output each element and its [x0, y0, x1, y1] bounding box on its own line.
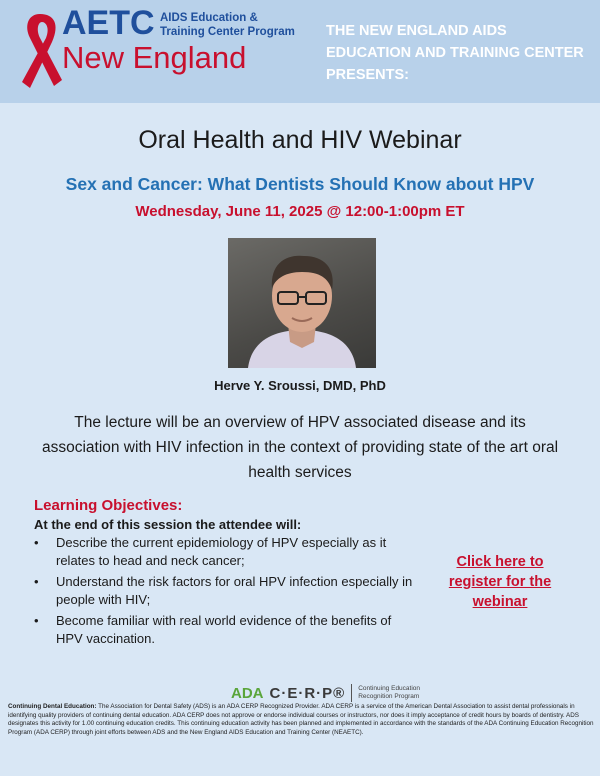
- objective-text: Describe the current epidemiology of HPV especially as it relates to head and neck cancer;: [56, 535, 387, 568]
- footer-label: Continuing Dental Education:: [8, 703, 97, 710]
- page-title: Oral Health and HIV Webinar: [138, 126, 462, 154]
- objectives-heading: Learning Objectives:: [34, 497, 183, 514]
- lecture-description: The lecture will be an overview of HPV associated disease and its association with HIV infection in the context of providing state of the art oral health services: [41, 414, 559, 481]
- header-banner: [0, 0, 600, 103]
- objective-text: Become familiar with real world evidence of the benefits of HPV vaccination.: [56, 613, 392, 646]
- event-subtitle: Sex and Cancer: What Dentists Should Know about HPV: [65, 174, 535, 194]
- cerp-divider: [351, 684, 352, 702]
- logo-new-england: New England: [62, 40, 247, 75]
- logo-aetc: AETC: [62, 4, 155, 42]
- objectives-intro: At the end of this session the attendee will:: [34, 517, 302, 532]
- speaker-portrait-icon: [228, 238, 376, 368]
- cerp-ada-text: ADA: [231, 684, 264, 702]
- logo-aids-line2: Training Center Program: [160, 26, 295, 38]
- objective-text: Understand the risk factors for oral HPV infection especially in people with HIV;: [56, 574, 413, 607]
- red-ribbon-icon: [10, 8, 68, 88]
- footer-text: The Association for Dental Safety (ADS) is an ADA CERP Recognized Provider. ADA CERP is a service of the American Dental Association to assist dental professionals in identifying quality providers of continuing dental education. ADA CERP does not approve or endorse individual courses or instructors, nor does it imply acceptance of credit hours by boards of dentistry. ADS designates this activity for 1.00 continuing education credits. This continuing education activity has been planned and implemented in accordance with the standards of the ADA Continuing Education Recognition Program (ADA CERP) through joint efforts between ADS and the New England AIDS Education and Training Center (NEAETC).: [8, 703, 594, 736]
- bullet-icon: •: [34, 613, 39, 628]
- cerp-small-text: Continuing Education Recognition Program: [358, 685, 421, 700]
- list-item: [34, 534, 414, 570]
- bullet-icon: •: [34, 574, 39, 589]
- presents-text: THE NEW ENGLAND AIDS EDUCATION AND TRAINING CENTER PRESENTS:: [326, 23, 584, 83]
- speaker-name: Herve Y. Sroussi, DMD, PhD: [214, 378, 386, 393]
- objectives-list: [34, 534, 414, 651]
- bullet-icon: •: [34, 535, 39, 550]
- speaker-photo: [228, 238, 376, 368]
- list-item: [34, 612, 414, 648]
- register-link[interactable]: Click here to register for the webinar: [448, 554, 552, 610]
- event-date: Wednesday, June 11, 2025 @ 12:00-1:00pm ET: [135, 203, 465, 220]
- continuing-education-footer: [8, 703, 596, 737]
- ada-cerp-logo: [231, 683, 438, 703]
- cerp-cerp-text: C·E·R·P®: [269, 684, 346, 702]
- logo-aids-line1: AIDS Education &: [160, 12, 258, 24]
- list-item: [34, 573, 414, 609]
